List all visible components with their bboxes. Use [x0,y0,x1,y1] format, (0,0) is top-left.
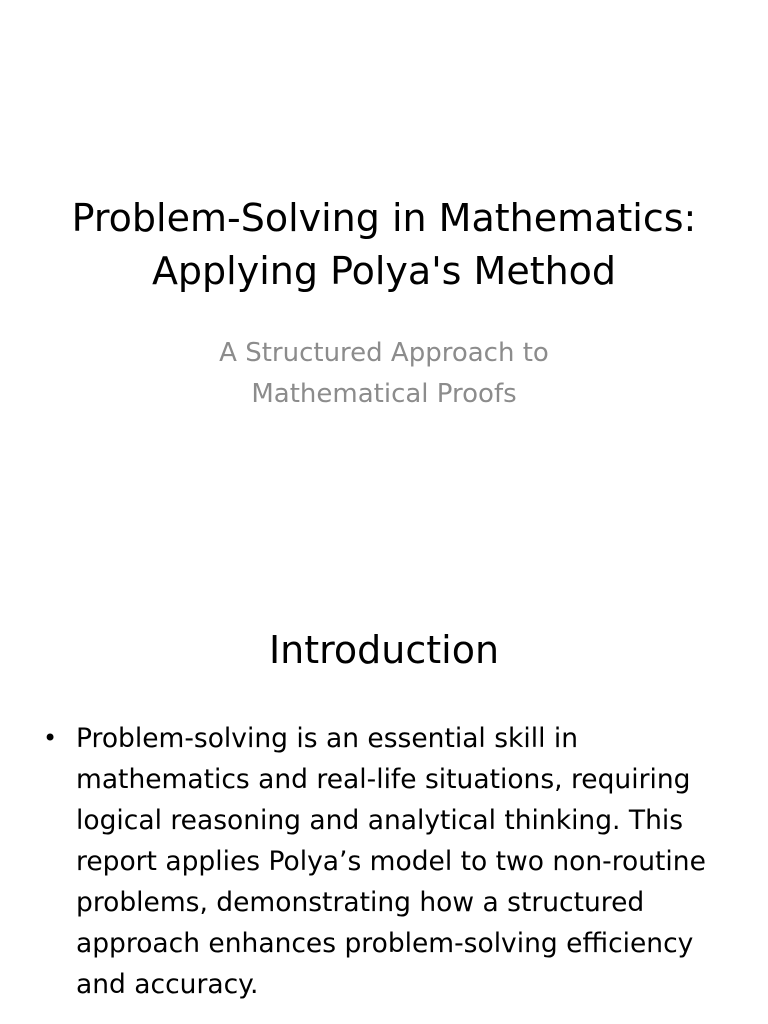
slide-subtitle-line-2: Mathematical Proofs [251,379,517,409]
bullet-item [40,718,720,1005]
bullet-list [40,718,720,1005]
slide-title-line-2: Applying Polya's Method [151,249,617,293]
bullet-icon: • [43,724,58,752]
slide-title-line-1: Problem-Solving in Mathematics: [71,196,697,240]
slide-subtitle [120,333,648,415]
introduction-slide [0,576,768,1024]
slide-title [40,192,728,298]
slide-heading: Introduction [268,628,500,672]
bullet-text: Problem-solving is an essential skill in mathematics and real-life situations, requiring logical reasoning and analytical thinking. This report applies Polya’s model to two non-routine problems, demonstrating how a structured approach enhances problem-solving efficiency and accuracy. [76,723,706,1000]
slide-subtitle-line-1: A Structured Approach to [219,338,549,368]
